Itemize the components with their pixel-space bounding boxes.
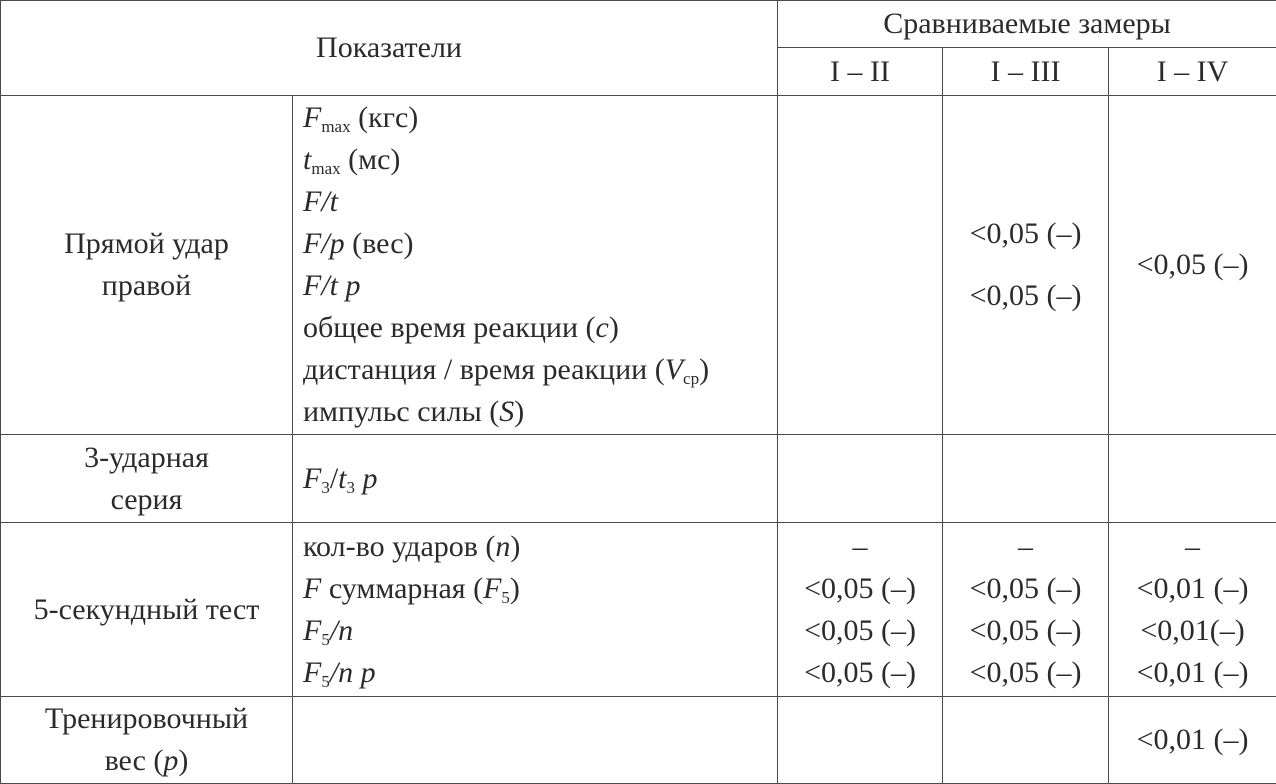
header-compared: Сравниваемые замеры bbox=[778, 1, 1276, 48]
value-cell bbox=[778, 697, 943, 784]
indicators-cell bbox=[293, 435, 778, 523]
table-row bbox=[1, 523, 1276, 697]
indicators-cell bbox=[293, 523, 778, 697]
indicator-line: F суммарная $(F_5)$ bbox=[303, 568, 777, 610]
indicators-cell bbox=[293, 96, 778, 435]
indicator-line: кол-во ударов (n) bbox=[303, 526, 777, 568]
table-row bbox=[1, 697, 1276, 784]
indicator-line: $F_5/n$ p bbox=[303, 652, 777, 694]
group-cell: Тренировочный вес (p) bbox=[1, 697, 293, 784]
value-cell bbox=[1109, 435, 1276, 523]
value-cell bbox=[943, 697, 1109, 784]
value-cell: <0,01 (–) bbox=[1109, 697, 1276, 784]
indicator-line: $F_5/n$ bbox=[303, 610, 777, 652]
indicator-line: $t_{max}$ (мс) bbox=[303, 139, 777, 181]
value-cell bbox=[778, 96, 943, 435]
value-cell: – <0,05 (–) <0,05 (–) <0,05 (–) bbox=[778, 523, 943, 697]
indicator-line: F/t bbox=[303, 181, 777, 223]
header-col-3: I – IV bbox=[1109, 48, 1276, 96]
indicator-line: F/p (вес) bbox=[303, 223, 777, 265]
header-indicators: Показатели bbox=[1, 1, 778, 96]
indicator-line: $F_{max}$ (кгс) bbox=[303, 97, 777, 139]
value-cell: <0,05 (–) bbox=[1109, 96, 1276, 435]
indicator-line: дистанция / время реакции $(V_{ср})$ bbox=[303, 349, 777, 391]
header-col-1: I – II bbox=[778, 48, 943, 96]
indicator-line: общее время реакции (c) bbox=[303, 307, 777, 349]
group-cell: 5-секундный тест bbox=[1, 523, 293, 697]
group-cell: Прямой удар правой bbox=[1, 96, 293, 435]
header-col-2: I – III bbox=[943, 48, 1109, 96]
indicator-line: $F_3/t_3$ p bbox=[303, 458, 777, 500]
table-row bbox=[1, 435, 1276, 523]
value-cell: <0,05 (–) <0,05 (–) bbox=[943, 96, 1109, 435]
header-row-1 bbox=[1, 1, 1276, 48]
value-cell bbox=[778, 435, 943, 523]
value-cell bbox=[943, 435, 1109, 523]
indicators-cell bbox=[293, 697, 778, 784]
value-cell: – <0,01 (–) <0,01(–) <0,01 (–) bbox=[1109, 523, 1276, 697]
indicator-line: импульс силы (S) bbox=[303, 391, 777, 433]
indicator-line: F/t p bbox=[303, 265, 777, 307]
value-cell: – <0,05 (–) <0,05 (–) <0,05 (–) bbox=[943, 523, 1109, 697]
group-cell: 3-ударная серия bbox=[1, 435, 293, 523]
table-row bbox=[1, 96, 1276, 435]
